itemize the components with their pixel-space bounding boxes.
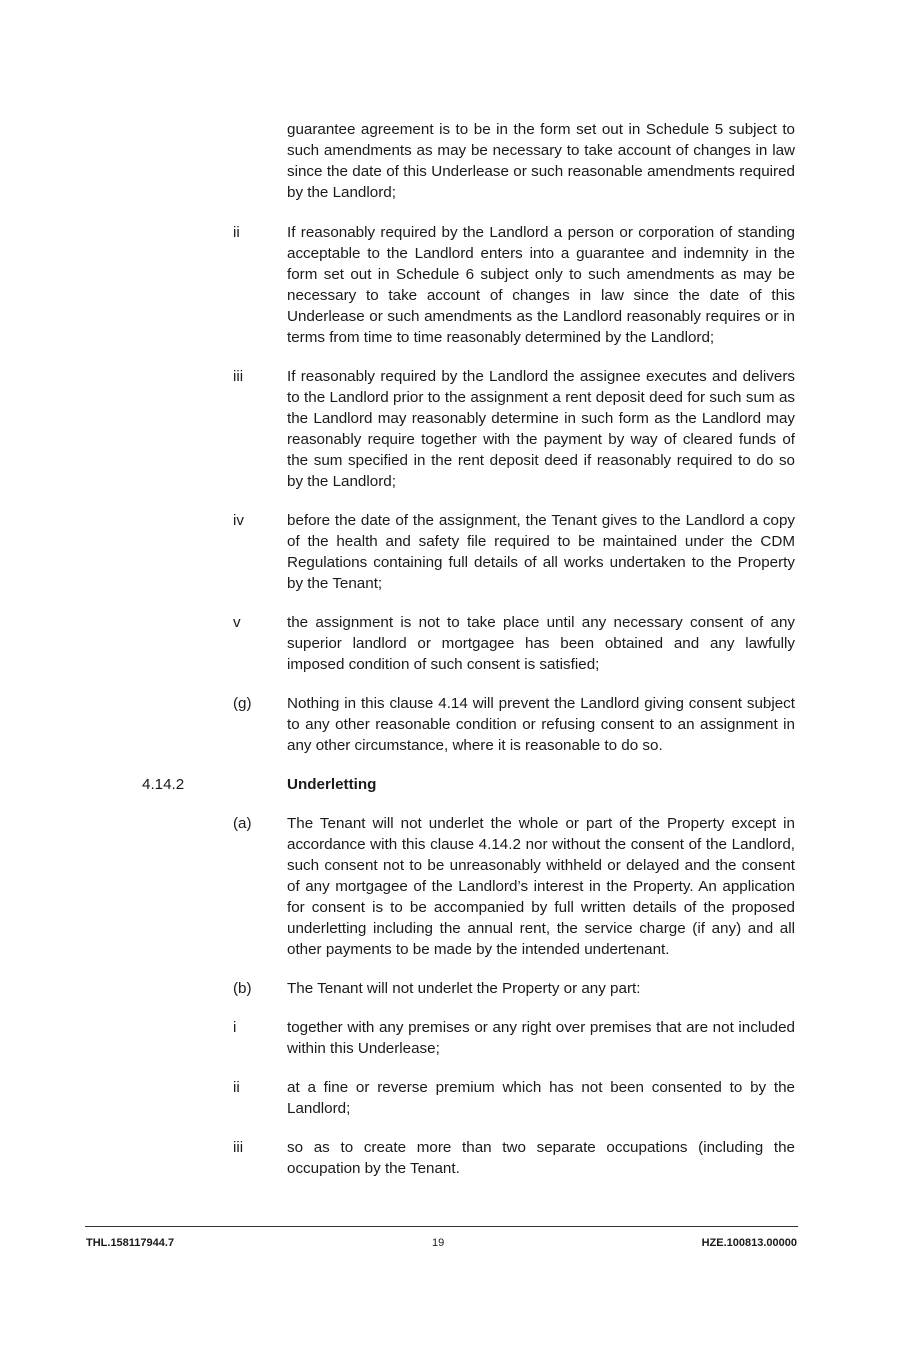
- list-item-text: so as to create more than two separate occupations (including the occupation by the Tenant.: [287, 1139, 795, 1177]
- list-marker: iv: [233, 512, 244, 529]
- section-heading: Underletting: [287, 776, 377, 793]
- footer-document-reference: THL.158117944.7: [86, 1237, 175, 1249]
- list-marker: (g): [233, 695, 252, 712]
- list-marker: ii: [233, 1079, 240, 1096]
- list-marker: iii: [233, 368, 244, 385]
- list-marker: ii: [233, 224, 240, 241]
- list-marker: (a): [233, 815, 252, 832]
- list-marker: i: [233, 1019, 237, 1036]
- list-item-text: before the date of the assignment, the Tenant gives to the Landlord a copy of the health and safety file required to be maintained under the CDM Regulations containing full details of all works undertaken to the Property by the Tenant;: [287, 512, 795, 592]
- list-marker: v: [233, 614, 241, 631]
- list-item-text: at a fine or reverse premium which has not been consented to by the Landlord;: [287, 1079, 795, 1117]
- list-item-text: The Tenant will not underlet the Property or any part:: [287, 980, 641, 997]
- page-number: 19: [432, 1237, 445, 1249]
- list-marker: iii: [233, 1139, 244, 1156]
- list-item-text: The Tenant will not underlet the whole or part of the Property except in accordance with this clause 4.14.2 nor without the consent of the Landlord, such consent not to be unreasonably withheld or delayed and the consent of any mortgagee of the Landlord’s interest in the Property. An application for consent is to be accompanied by full written details of the proposed underletting including the annual rent, the service charge (if any) and all other payments to be made by the intended undertenant.: [287, 815, 795, 958]
- list-marker: (b): [233, 980, 252, 997]
- list-item-text: the assignment is not to take place until any necessary consent of any superior landlord or mortgagee has been obtained and any lawfully imposed condition of such consent is satisfied;: [287, 614, 795, 673]
- clause-number: 4.14.2: [142, 776, 185, 793]
- list-item-text: together with any premises or any right over premises that are not included within this Underlease;: [287, 1019, 795, 1057]
- footer-divider: [85, 1226, 798, 1227]
- list-item-text: If reasonably required by the Landlord a person or corporation of standing acceptable to the Landlord enters into a guarantee and indemnity in the form set out in Schedule 6 subject only to such amendments as may be necessary to take account of changes in law since the date of this Underlease or such amendments as the Landlord reasonably requires or in terms from time to time reasonably determined by the Landlord;: [287, 224, 795, 346]
- list-item-text: Nothing in this clause 4.14 will prevent the Landlord giving consent subject to any other reasonable condition or refusing consent to an assignment in any other circumstance, where it is reasonable to do so.: [287, 695, 795, 754]
- paragraph-continuation: guarantee agreement is to be in the form set out in Schedule 5 subject to such amendments as may be necessary to take account of changes in law since the date of this Underlease or such reasonable amendments required by the Landlord;: [287, 121, 795, 201]
- footer-matter-reference: HZE.100813.00000: [701, 1237, 797, 1249]
- list-item-text: If reasonably required by the Landlord the assignee executes and delivers to the Landlord prior to the assignment a rent deposit deed for such sum as the Landlord may reasonably determine in such form as the Landlord may reasonably require together with the payment by way of cleared funds of the sum specified in the rent deposit deed if reasonably required to do so by the Landlord;: [287, 368, 795, 490]
